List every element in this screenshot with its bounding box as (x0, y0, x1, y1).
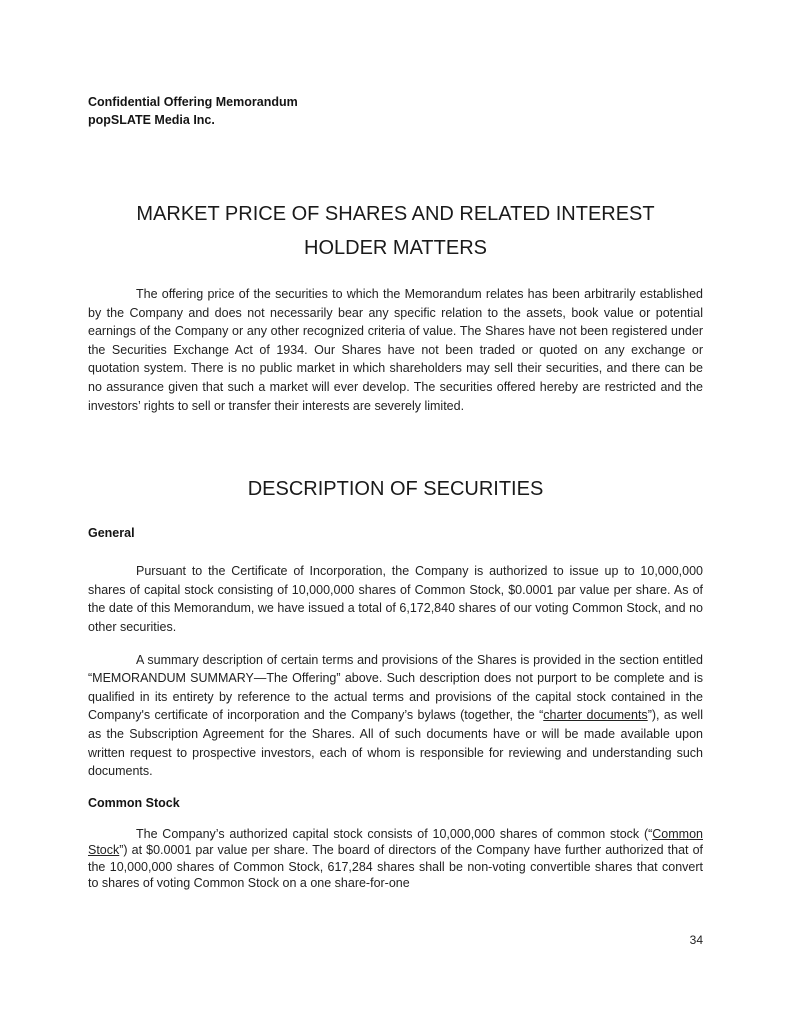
header-memorandum-title: Confidential Offering Memorandum (88, 95, 298, 109)
paragraph-summary-description (88, 651, 703, 781)
paragraph-segment: A summary description of certain terms and provisions of the Shares is provided in the section entitled “MEMORANDUM SUMMARY—The Offering” above. Such description does not purport to be complete and is qualified in its entirety by reference to the actual terms and provisions of the capital stock contained in the Company's certificate of incorporation and the Company’s bylaws (together, the “ (88, 652, 703, 723)
paragraph-offering-price: The offering price of the securities to which the Memorandum relates has been arbitrarily established by the Company and does not necessarily bear any specific relation to the assets, book value or potential earnings of the Company or any other recognized criteria of value. The Shares have not been registered under the Securities Exchange Act of 1934. Our Shares have not been traded or quoted on any exchange or quotation system. There is no public market in which shareholders may sell their securities, and there can be no assurance given that such a market will ever develop. The securities offered hereby are restricted and the investors’ rights to sell or transfer their interests are severely limited. (88, 287, 703, 413)
paragraph-common-stock (88, 826, 703, 892)
paragraph-segment: ”) at $0.0001 par value per share. The board of directors of the Company have further authorized that of the 10,000,000 shares of Common Stock, 617,284 shares shall be non-voting convertible shares that convert to shares of voting Common Stock on a one share-for-one (88, 843, 703, 891)
underlined-term-common-stock: Common Stock (88, 826, 703, 858)
section-title-description-of-securities: DESCRIPTION OF SECURITIES (247, 478, 544, 501)
paragraph-segment: The Company’s authorized capital stock consists of 10,000,000 shares of common stock (“ (136, 826, 653, 841)
page-number: 34 (689, 933, 703, 947)
page-content (88, 0, 703, 892)
subheading-general: General (88, 526, 135, 541)
section-title-market-price (88, 197, 703, 265)
paragraph-authorized-shares: Pursuant to the Certificate of Incorporation, the Company is authorized to issue up to 10,000,000 shares of capital stock consisting of 10,000,000 shares of Common Stock, $0.0001 par value per share. As of the date of this Memorandum, we have issued a total of 6,172,840 shares of our voting Common Stock, and no other securities. (88, 564, 703, 634)
subheading-common-stock: Common Stock (88, 795, 180, 810)
section-title-line-2: HOLDER MATTERS (304, 237, 487, 259)
section-title-line-1: MARKET PRICE OF SHARES AND RELATED INTEREST (136, 203, 655, 225)
header-company-name: popSLATE Media Inc. (88, 113, 215, 127)
document-header (88, 93, 703, 129)
underlined-term-charter-documents: charter documents (543, 708, 648, 723)
paragraph-segment: ”), as well as the Subscription Agreement for the Shares. All of such documents have or will be made available upon written request to prospective investors, each of whom is responsible for reviewing and understanding such documents. (88, 708, 703, 779)
